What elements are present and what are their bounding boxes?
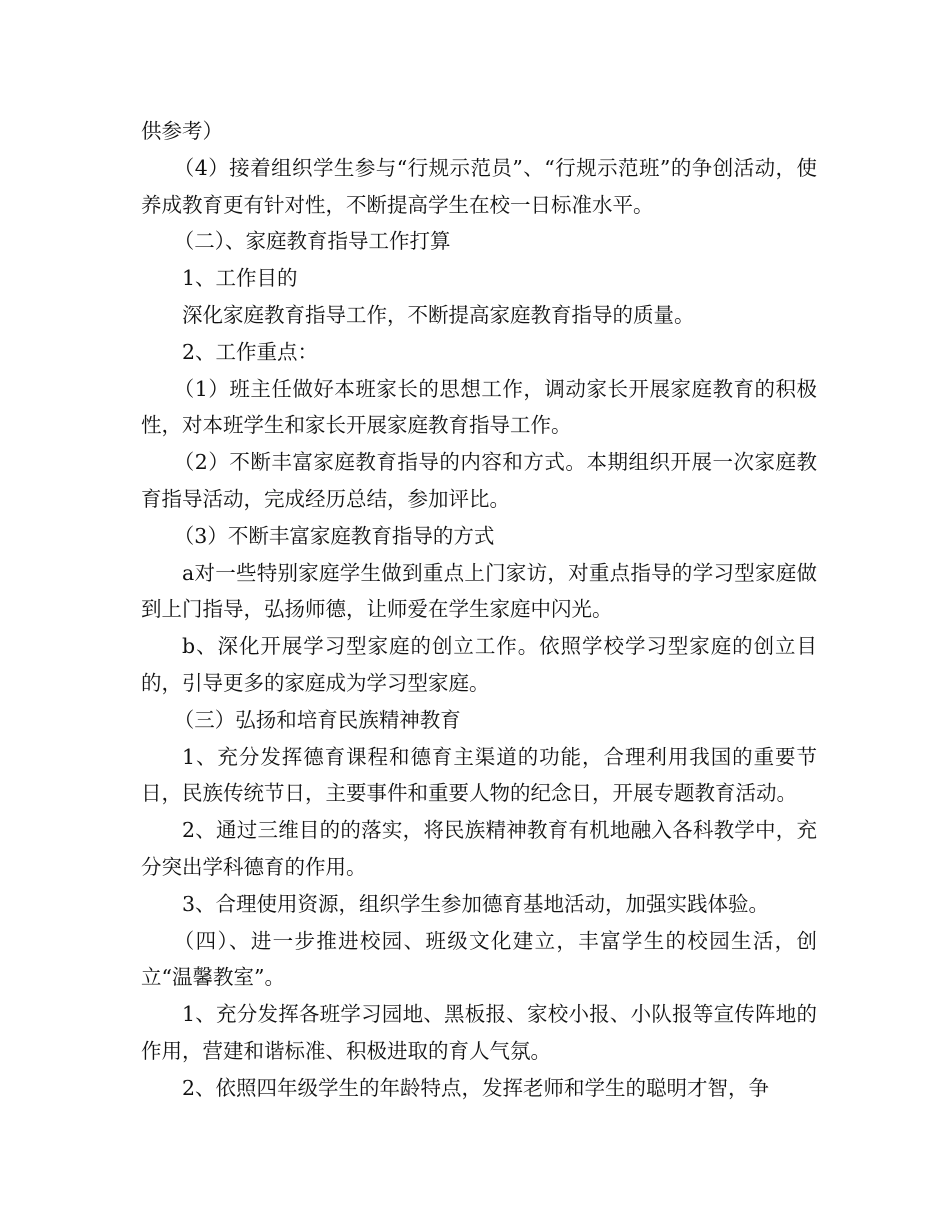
paragraph-4: 深化家庭教育指导工作，不断提高家庭教育指导的质量。 bbox=[182, 302, 695, 327]
paragraph-14: 3、合理使用资源，组织学生参加德育基地活动，加强实践体验。 bbox=[182, 891, 770, 916]
paragraph-9: a对一些特别家庭学生做到重点上门家访，对重点指导的学习型家庭做到上门指导，弘扬师德，让师爱在学生家庭中闪光。 bbox=[141, 560, 817, 622]
paragraph-2: （二）、家庭教育指导工作打算 bbox=[173, 229, 451, 254]
paragraph-11: （三）弘扬和培育民族精神教育 bbox=[173, 707, 461, 732]
paragraph-6: （1）班主任做好本班家长的思想工作，调动家长开展家庭教育的积极性，对本班学生和家长开展家庭教育指导工作。 bbox=[141, 376, 817, 438]
paragraph-5: 2、工作重点： bbox=[182, 339, 319, 364]
paragraph-1: （4）接着组织学生参与“行规示范员”、“行规示范班”的争创活动，使养成教育更有针对性，不断提高学生在校一日标准水平。 bbox=[141, 155, 817, 217]
paragraph-0: 供参考） bbox=[141, 119, 223, 143]
paragraph-8: （3）不断丰富家庭教育指导的方式 bbox=[173, 523, 495, 548]
document-body bbox=[141, 113, 817, 1107]
paragraph-13: 2、通过三维目的的落实，将民族精神教育有机地融入各科教学中，充分突出学科德育的作用。 bbox=[141, 818, 817, 879]
paragraph-17: 2、依照四年级学生的年龄特点，发挥老师和学生的聪明才智，争 bbox=[182, 1075, 770, 1100]
paragraph-10: b、深化开展学习型家庭的创立工作。依照学校学习型家庭的创立目的，引导更多的家庭成为学习型家庭。 bbox=[141, 634, 817, 695]
paragraph-3: 1、工作目的 bbox=[182, 266, 298, 291]
paragraph-16: 1、充分发挥各班学习园地、黑板报、家校小报、小队报等宣传阵地的作用，营建和谐标准、积极进取的育人气氛。 bbox=[141, 1002, 817, 1063]
paragraph-15: （四）、进一步推进校园、班级文化建立，丰富学生的校园生活，创立“温馨教室”。 bbox=[141, 928, 817, 990]
paragraph-7: （2）不断丰富家庭教育指导的内容和方式。本期组织开展一次家庭教育指导活动，完成经历总结，参加评比。 bbox=[141, 450, 817, 511]
paragraph-12: 1、充分发挥德育课程和德育主渠道的功能，合理利用我国的重要节日，民族传统节日，主要事件和重要人物的纪念日，开展专题教育活动。 bbox=[141, 744, 817, 806]
